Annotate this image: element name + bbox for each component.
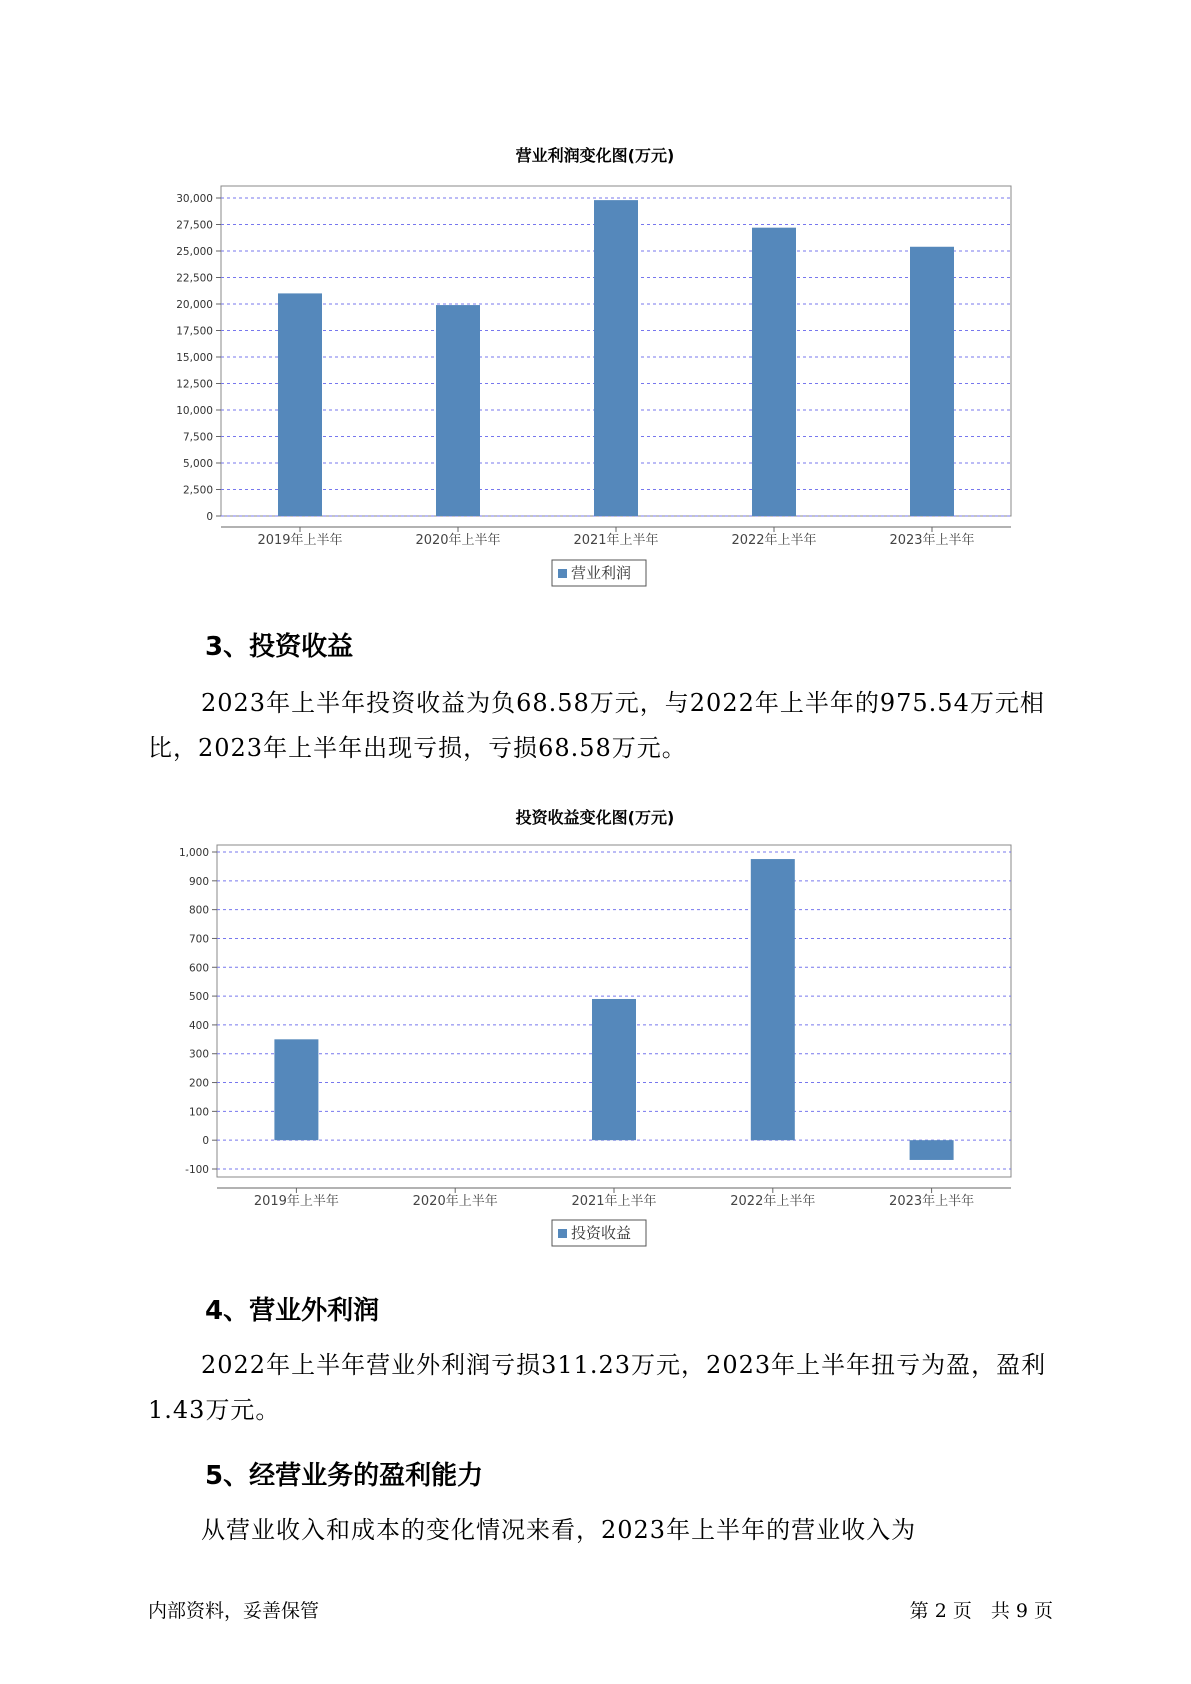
section5-heading: 5、经营业务的盈利能力 [205,1461,484,1491]
chart2-xtick-label: 2023年上半年 [889,1194,975,1209]
chart1-xtick-label: 2023年上半年 [889,533,975,548]
footer-page-number: 第 2 页 共 9 页 [909,1600,1053,1622]
chart2-ytick-label: 300 [188,1048,209,1061]
chart2-xtick-label: 2021年上半年 [571,1194,657,1209]
chart2-xtick-label: 2019年上半年 [253,1194,339,1209]
chart2-legend-swatch [558,1229,567,1238]
chart1-ytick-label: 17,500 [176,325,213,338]
chart2-plot [179,845,1011,1246]
chart1-xtick-label: 2020年上半年 [415,533,501,548]
chart2-ytick-label: 800 [188,904,209,917]
section4-paragraph: 2022年上半年营业外利润亏损311.23万元，2023年上半年扭亏为盈，盈利1.43万元。 [148,1351,1047,1424]
chart2-ytick-label: 500 [188,991,209,1004]
chart1-ytick-label: 22,500 [176,272,213,285]
chart2-bar [274,1039,318,1140]
chart1-ytick-label: 12,500 [176,378,213,391]
chart1-xtick-label: 2022年上半年 [731,533,817,548]
chart2-ytick-label: -100 [185,1164,209,1176]
section3-paragraph: 2023年上半年投资收益为负68.58万元，与2022年上半年的975.54万元相比，2023年上半年出现亏损，亏损68.58万元。 [148,689,1045,762]
chart1-ytick-label: 15,000 [176,352,213,364]
chart2-ytick-label: 900 [188,875,209,888]
section3-heading: 3、投资收益 [205,632,354,662]
chart2-legend-label: 投资收益 [571,1224,632,1242]
chart2-ytick-label: 400 [188,1019,209,1032]
chart1-ytick-label: 10,000 [176,405,213,417]
chart2-bar [910,1140,954,1160]
chart1-ytick-label: 7,500 [182,431,213,444]
chart1-ytick-label: 20,000 [176,299,213,311]
chart2-xtick-label: 2022年上半年 [730,1194,816,1209]
chart2-legend [552,1220,646,1246]
chart1-xtick-label: 2019年上半年 [257,533,343,548]
chart2-ytick-label: 0 [202,1135,209,1148]
section5-paragraph: 从营业收入和成本的变化情况来看，2023年上半年的营业收入为 [201,1516,917,1544]
chart1-ytick-label: 25,000 [176,246,213,258]
chart1-ytick-label: 30,000 [176,193,213,205]
chart2-bar [592,999,636,1140]
chart2-ytick-label: 700 [188,933,209,946]
chart2-xtick-label: 2020年上半年 [412,1194,498,1209]
chart1-title: 营业利润变化图(万元) [515,146,675,165]
footer-left: 内部资料，妥善保管 [148,1600,320,1622]
section4-heading: 4、营业外利润 [205,1296,380,1326]
chart1-ytick-label: 5,000 [182,458,213,470]
chart1-ytick-label: 2,500 [182,484,213,497]
chart1-xtick-label: 2021年上半年 [573,533,659,548]
chart2-ytick-label: 1,000 [178,847,209,859]
chart2-bar [751,859,795,1140]
chart2-title: 投资收益变化图(万元) [515,808,675,827]
chart1-legend-label: 营业利润 [571,564,632,582]
chart1-ytick-label: 27,500 [176,219,213,232]
chart1-ytick-label: 0 [206,511,213,523]
chart2-ytick-label: 100 [188,1106,209,1119]
chart2-ytick-label: 600 [188,962,209,975]
chart2-ytick-label: 200 [188,1077,209,1090]
